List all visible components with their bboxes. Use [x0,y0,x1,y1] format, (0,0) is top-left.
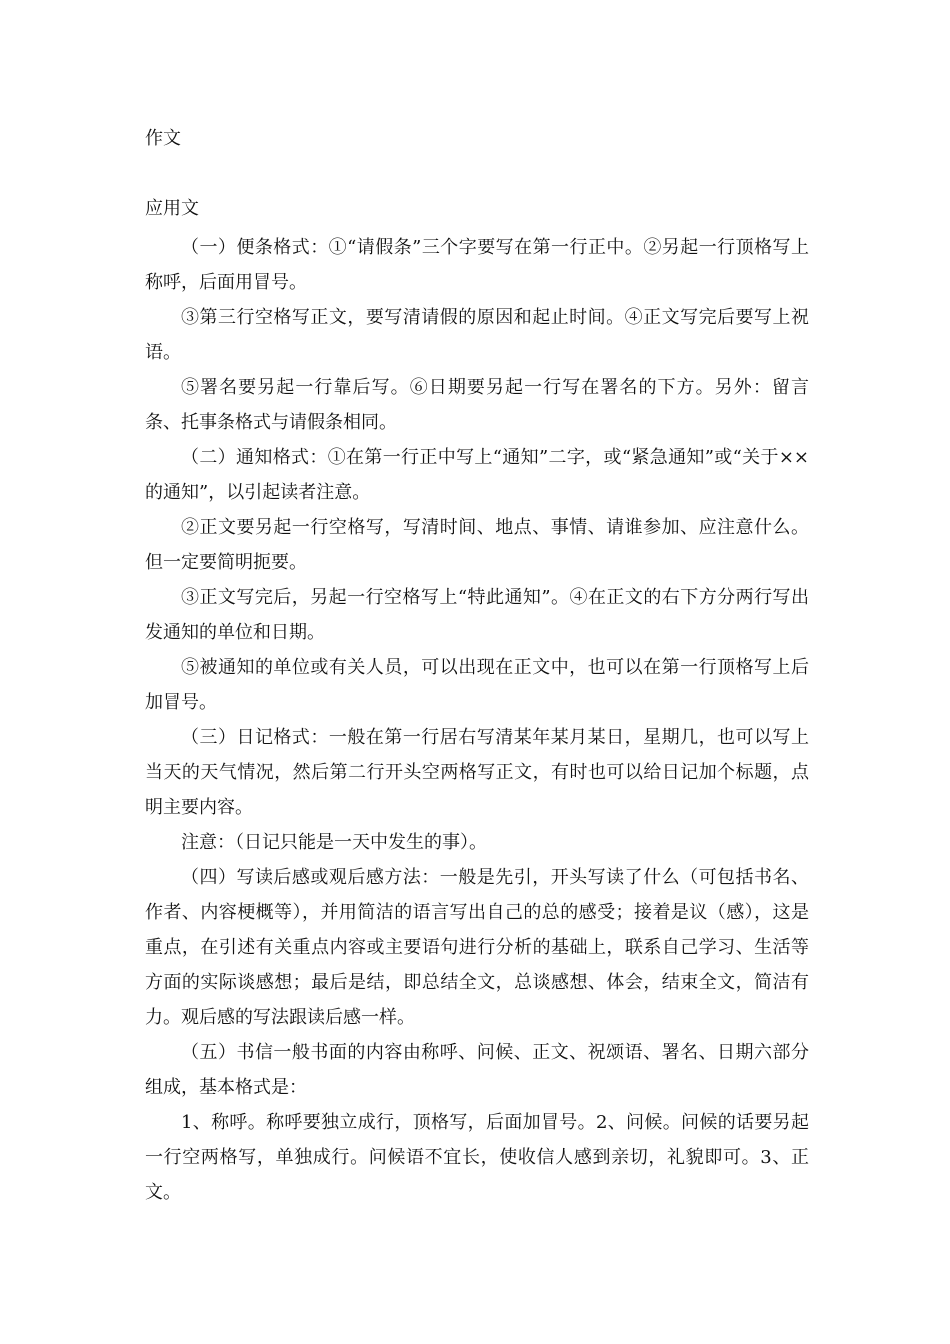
paragraph-note-format-3: ⑤署名要另起一行靠后写。⑥日期要另起一行写在署名的下方。另外：留言条、托事条格式与请假条相同。 [145,377,809,433]
section-title: 应用文 [145,198,199,219]
paragraph-reading-reflection: （四）写读后感或观后感方法：一般是先引，开头写读了什么（可包括书名、作者、内容梗概等），并用简洁的语言写出自己的总的感受；接着是议（感），这是重点，在引述有关重点内容或主要语句进行分析的基础上，联系自己学习、生活等方面的实际谈感想；最后是结，即总结全文，总谈感想、体会，结束全文，简洁有力。观后感的写法跟读后感一样。 [145,867,809,1028]
paragraph-note-format-2: ③第三行空格写正文，要写清请假的原因和起止时间。④正文写完后要写上祝语。 [145,307,809,363]
paragraph-diary-format: （三）日记格式：一般在第一行居右写清某年某月某日，星期几，也可以写上当天的天气情况，然后第二行开头空两格写正文，有时也可以给日记加个标题，点明主要内容。 [145,727,809,818]
paragraph-notice-format-1: （二）通知格式：①在第一行正中写上“通知”二字，或“紧急通知”或“关于××的通知”，以引起读者注意。 [145,447,809,503]
document-title: 作文 [145,128,181,149]
paragraph-diary-note: 注意：（日记只能是一天中发生的事）。 [181,832,487,853]
paragraph-letter-format: （五）书信一般书面的内容由称呼、问候、正文、祝颂语、署名、日期六部分组成，基本格式是： [145,1042,809,1098]
paragraph-note-format-1: （一）便条格式：①“请假条”三个字要写在第一行正中。②另起一行顶格写上称呼，后面用冒号。 [145,237,809,293]
paragraph-notice-format-2: ②正文要另起一行空格写，写清时间、地点、事情、请谁参加、应注意什么。但一定要简明扼要。 [145,517,809,573]
paragraph-letter-parts: 1、称呼。称呼要独立成行，顶格写，后面加冒号。2、问候。问候的话要另起一行空两格写，单独成行。问候语不宜长，使收信人感到亲切，礼貌即可。3、正文。 [145,1112,809,1203]
paragraph-notice-format-4: ⑤被通知的单位或有关人员，可以出现在正文中，也可以在第一行顶格写上后加冒号。 [145,657,809,713]
paragraph-notice-format-3: ③正文写完后，另起一行空格写上“特此通知”。④在正文的右下方分两行写出发通知的单位和日期。 [145,587,809,643]
document-body [145,124,809,1210]
